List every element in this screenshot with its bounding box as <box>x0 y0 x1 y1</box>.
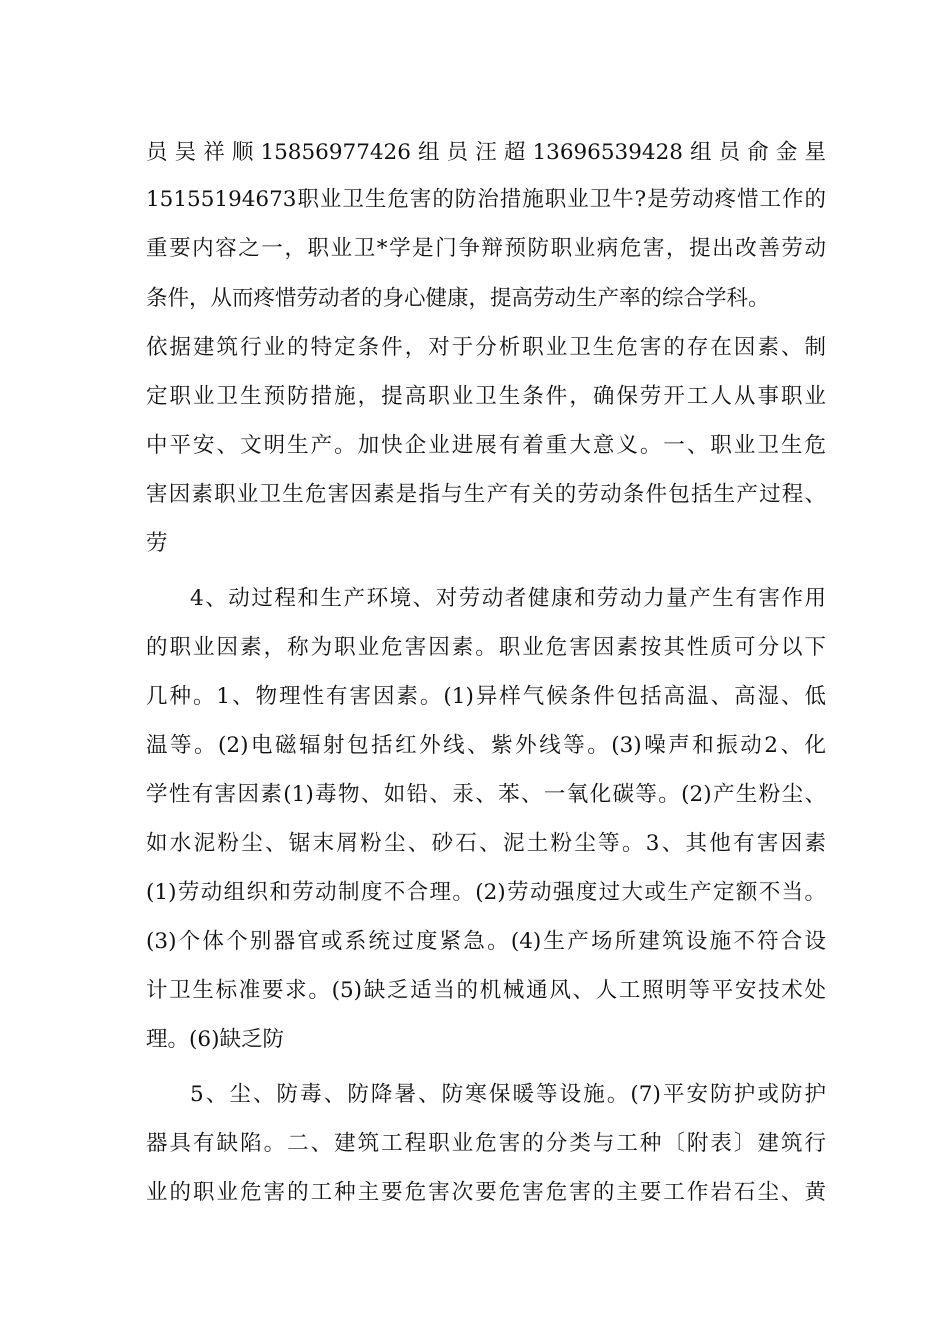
text-line: 业的职业危害的工种主要危害次要危害危害的主要工作岩石尘、黄 <box>146 1180 826 1205</box>
text-line: 学性有害因素(1)毒物、如铅、汞、苯、一氧化碳等。(2)产生粉尘、 <box>146 782 826 807</box>
text-line: 劳 <box>146 531 168 556</box>
text-line: 4、动过程和生产环境、对劳动者健康和劳动力量产生有害作用 <box>190 586 826 611</box>
text-line: 条件，从而疼惜劳动者的身心健康，提高劳动生产率的综合学科。 <box>146 286 770 311</box>
text-line: 温等。(2)电磁辐射包括红外线、紫外线等。(3)噪声和振动2、化 <box>146 733 826 758</box>
text-line: (1)劳动组织和劳动制度不合理。(2)劳动强度过大或生产定额不当。 <box>146 880 826 905</box>
text-line: 害因素职业卫生危害因素是指与生产有关的劳动条件包括生产过程、 <box>146 482 826 507</box>
text-line: 计卫生标准要求。(5)缺乏适当的机械通风、人工照明等平安技术处 <box>146 978 826 1003</box>
text-line: 定职业卫生预防措施，提高职业卫生条件，确保劳开工人从事职业 <box>146 384 826 409</box>
text-line: 15155194673职业卫生危害的防治措施职业卫牛?是劳动疼惜工作的 <box>146 187 826 212</box>
text-line: 员吴祥顺15856977426组员汪超13696539428组员俞金星 <box>146 140 826 165</box>
text-line: 依据建筑行业的特定条件，对于分析职业卫生危害的存在因素、制 <box>146 335 826 360</box>
text-line: 器具有缺陷。二、建筑工程职业危害的分类与工种〔附表〕建筑行 <box>146 1131 826 1156</box>
text-line: 中平安、文明生产。加快企业进展有着重大意义。一、职业卫生危 <box>146 433 826 458</box>
text-line: 的职业因素，称为职业危害因素。职业危害因素按其性质可分以下 <box>146 635 826 660</box>
text-line: (3)个体个别器官或系统过度紧急。(4)生产场所建筑设施不符合设 <box>146 929 826 954</box>
text-line: 如水泥粉尘、锯末屑粉尘、砂石、泥土粉尘等。3、其他有害因素 <box>146 831 826 856</box>
text-line: 重要内容之一，职业卫*学是门争辩预防职业病危害，提出改善劳动 <box>146 236 826 261</box>
text-line: 几种。1、物理性有害因素。(1)异样气候条件包括高温、高湿、低 <box>146 684 826 709</box>
text-line: 理。(6)缺乏防 <box>146 1027 284 1052</box>
text-line: 5、尘、防毒、防降暑、防寒保暖等设施。(7)平安防护或防护 <box>190 1082 826 1107</box>
